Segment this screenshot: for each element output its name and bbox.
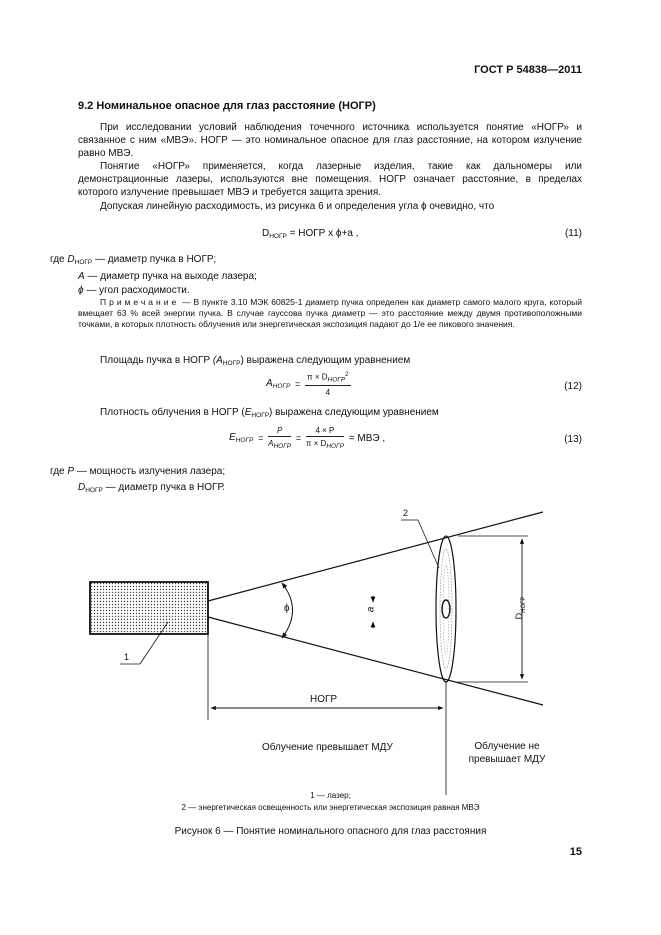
zone-right-label (462, 740, 552, 766)
eq12-lhs: A (266, 378, 273, 390)
equation-11-number: (11) (564, 228, 582, 239)
d-nogr-label (514, 588, 526, 628)
eq12-eqsign: = (295, 379, 301, 390)
where1-sym-1: D (67, 254, 75, 265)
beam-upper-edge (208, 512, 543, 601)
p5-sub: НОГР (251, 412, 270, 419)
eq12-sub: НОГР (272, 383, 291, 391)
p4-before: Площадь пучка в НОГР (100, 355, 213, 366)
eq11-rhs: = НОГР x ϕ+a , (289, 228, 359, 239)
eq13-f2-den-sub: НОГР (326, 443, 344, 450)
eq13-f1-den: A (268, 439, 274, 448)
where1-text-1: — диаметр пучка в НОГР; (92, 254, 217, 265)
phi-label: ϕ (284, 603, 290, 614)
where1-sub-1: НОГР (74, 259, 93, 266)
p5-after: ) выражена следующим уравнением (269, 407, 439, 418)
eq13-f2-den: π × D (305, 439, 327, 448)
paragraph-1-text: При исследовании условий наблюдения точечного источника используется понятие «НОГР» и связанное с ним «МВЭ». НОГР — это номинальное опасное для глаз расстояние, на котором излучение равно МВЭ. (78, 122, 582, 159)
eq12-den: 4 (325, 387, 331, 397)
eq13-f1-den-sub: НОГР (273, 443, 292, 450)
document-header: ГОСТ Р 54838—2011 (474, 64, 582, 76)
zone-right-line-1: Облучение не (474, 741, 540, 752)
eq13-eqsign: = (258, 433, 264, 443)
eq12-num: π × D (307, 372, 328, 382)
where2-lead: где (50, 466, 65, 477)
where1-sym-2: A (78, 271, 85, 282)
p4-sym: (A (212, 355, 223, 366)
figure-caption: Рисунок 6 — Понятие номинального опасного для глаз расстояния (174, 826, 487, 837)
eq13-eqsign-2: = (295, 433, 302, 443)
p5-before: Плотность облучения в НОГР ( (100, 407, 245, 418)
eq13-f1-num: P (276, 426, 283, 435)
where1-text-3: — угол расходимости. (83, 285, 190, 296)
section-title: 9.2 Номинальное опасное для глаз расстояние (НОГР) (78, 100, 376, 112)
where1-text-2: — диаметр пучка на выходе лазера; (84, 271, 257, 282)
eq11-lhs: D (262, 228, 270, 239)
p4-sub: НОГР (222, 360, 241, 367)
eq13-f2-num: 4 × P (306, 426, 344, 437)
legend-item-1: 1 — лазер; (310, 791, 351, 800)
where1-sym-3: ϕ (78, 285, 84, 296)
page-number: 15 (569, 846, 582, 858)
figure-legend (0, 790, 661, 814)
eq13-sub: НОГР (235, 437, 254, 444)
eq12-num-sub: НОГР (327, 376, 346, 384)
d-label: D (514, 612, 524, 620)
p5-sym: E (244, 407, 252, 418)
p4-after: ) выражена следующим уравнением (240, 355, 411, 366)
laser-body (90, 582, 208, 634)
note-text: — В пункте 3.10 МЭК 60825-1 диаметр пучка определен как диаметр самого малого круга, который вмещает 63 % всей энергии пучка. В случае гауссова пучка диаметр — это расстояние между двумя противоположными точками, в которых плотность облучения или энергетическая экспозиция падают до 1/e ее пикового значения. (78, 297, 582, 329)
beam-cross-section-inner-2 (443, 564, 449, 654)
beam-lower-edge (208, 617, 543, 705)
equation-12-number: (12) (564, 381, 582, 392)
eq11-sub: НОГР (269, 233, 287, 240)
where2-sub-2: НОГР (85, 487, 103, 494)
zone-right-line-2: превышает МДУ (468, 754, 546, 765)
zone-left-label: Облучение превышает МДУ (262, 742, 393, 753)
where2-sym-2: D (78, 482, 86, 493)
paragraph-3: Допуская линейную расходимость, из рисунка 6 и определения угла ϕ очевидно, что (100, 201, 495, 212)
eq13-tail: = МВЭ , (348, 432, 386, 444)
where2-text-1: — мощность излучения лазера; (74, 466, 226, 477)
where2-text-2: — диаметр пучка в НОГР. (102, 482, 226, 493)
beam-cross-section (436, 536, 456, 682)
where1-lead: где (50, 254, 65, 265)
legend-item-2: 2 — энергетическая освещенность или энергетическая экспозиция равная МВЭ (181, 803, 480, 812)
where2-sym-1: P (67, 466, 75, 477)
d-sub: НОГР (520, 596, 527, 613)
eq13-lhs: E (229, 432, 236, 443)
a-label: a (365, 606, 377, 613)
paragraph-2-text: Понятие «НОГР» применяется, когда лазерные изделия, такие как дальномеры или демонстрационные лазеры, используются вне помещения. НОГР означает расстояние, в пределах которого излучение превышает МВЭ и требуется защита зрения. (78, 161, 582, 198)
eq12-num-sup: 2 (345, 372, 349, 378)
nogr-label: НОГР (310, 694, 338, 705)
note-label: Примечание (100, 297, 180, 307)
equation-13-number: (13) (564, 434, 582, 445)
figure-label-1: 1 (124, 652, 130, 662)
figure-label-2: 2 (403, 508, 409, 518)
